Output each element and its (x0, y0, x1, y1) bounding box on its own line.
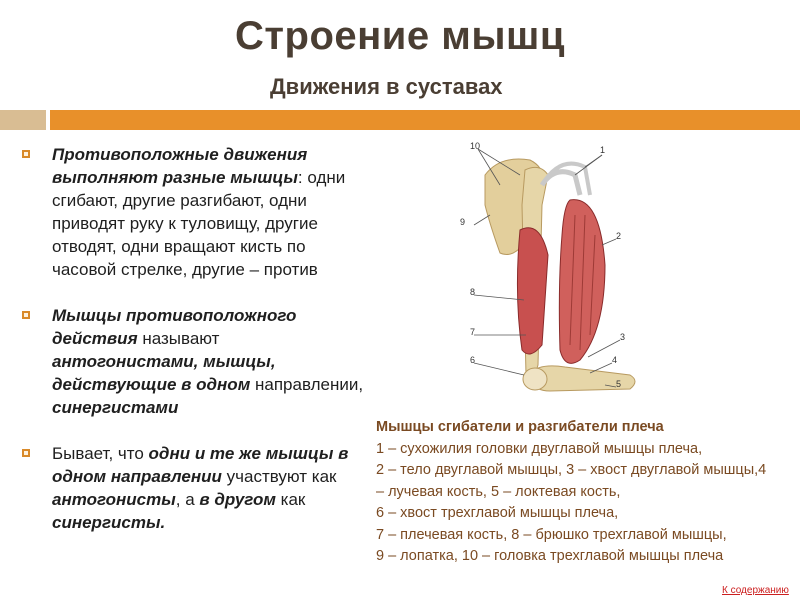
elbow-joint-shape (523, 368, 547, 390)
caption-line: 6 – хвост трехглавой мышцы плеча, (376, 505, 619, 521)
caption-title: Мышцы сгибатели и разгибатели плеча (376, 419, 664, 435)
figure-number-label: 8 (470, 287, 476, 297)
figure-number-label: 10 (470, 141, 481, 151)
bullet-text-segment: синергистами (52, 398, 179, 417)
bullet-text-segment: Бывает, что (52, 444, 149, 463)
caption-line: 9 – лопатка, 10 – головка трехглавой мышцы плеча (376, 548, 724, 564)
bullet-text-segment: в другом (199, 490, 276, 509)
bullet-item (22, 304, 367, 419)
bullet-text-segment: участвуют как (221, 467, 337, 486)
bullet-text-segment: Мышцы противоположного действия (52, 306, 297, 348)
bullet-text-segment: синергисты. (52, 513, 166, 532)
bullet-text-segment: как (275, 490, 306, 509)
decor-bar-main (50, 110, 800, 130)
bullet-marker-icon (22, 150, 30, 158)
figure-number-label: 1 (600, 145, 606, 155)
bullet-item (22, 143, 367, 281)
figure-number-label: 3 (620, 332, 626, 342)
slide-title: Строение мышц (235, 14, 565, 58)
figure-number-label: 5 (616, 379, 622, 389)
bullet-text-segment: называют (137, 329, 220, 348)
bullet-text-segment: одни и те же мышцы в одном направлении (52, 444, 349, 486)
bullet-text-segment: , а (175, 490, 200, 509)
figure-number-label: 9 (460, 217, 466, 227)
slide-subtitle: Движения в суставах (270, 74, 503, 99)
figure-number-label: 2 (616, 231, 622, 241)
figure-caption (376, 417, 776, 597)
bullet-list (22, 143, 367, 557)
arm-muscles-illustration (430, 135, 660, 405)
caption-line: 1 – сухожилия головки двуглавой мышцы плеча, (376, 440, 703, 457)
bullet-marker-icon (22, 449, 30, 457)
bullet-text-segment: антогонисты (52, 490, 176, 509)
bullet-marker-icon (22, 311, 30, 319)
figure-number-label: 4 (612, 355, 618, 365)
bullet-text-segment: направлении, (250, 375, 364, 394)
caption-lines (376, 439, 776, 568)
bullet-item (22, 442, 367, 534)
figure-number-label: 7 (470, 327, 476, 337)
bullet-text-segment: Противоположные движения выполняют разные мышцы (52, 145, 308, 187)
contents-link[interactable]: К содержанию (722, 585, 789, 596)
bullet-text-segment: антогонистами, мышцы, действующие в одном (52, 352, 276, 394)
caption-line: 2 – тело двуглавой мышцы, 3 – хвост двуглавой мышцы,4 – лучевая кость, 5 – локтевая кость, (376, 462, 767, 500)
decor-bar-left (0, 110, 46, 130)
caption-line: 7 – плечевая кость, 8 – брюшко трехглавой мышцы, (376, 526, 727, 543)
figure-number-label: 6 (470, 355, 476, 365)
bullet-text-segment: : одни сгибают, другие разгибают, одни приводят руку к туловищу, другие отводят, одни вращают кисть по часовой стрелке, другие – против (52, 168, 346, 279)
